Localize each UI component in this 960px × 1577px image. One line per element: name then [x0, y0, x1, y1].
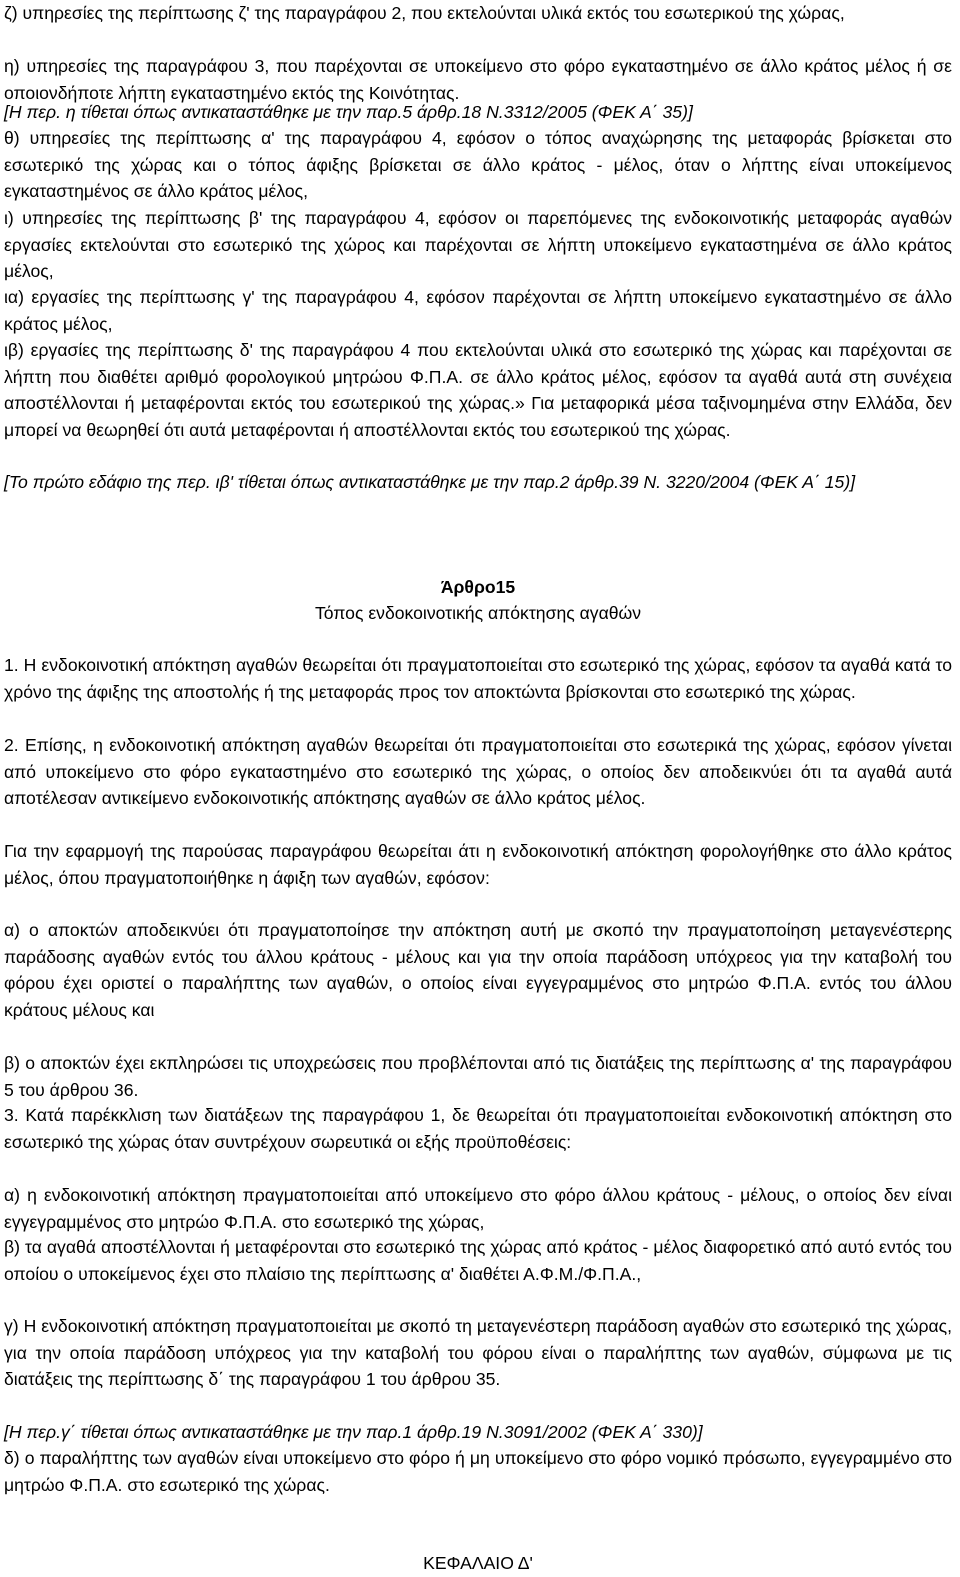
item-theta: θ) υπηρεσίες της περίπτωσης α' της παραγράφου 4, εφόσον ο τόπος αναχώρησης της μεταφοράς βρίσκεται στο εσωτερικό της χώρας και ο τόπος άφιξης βρίσκεται σε άλλο κράτος - μέλος, όταν ο λήπτης είναι υποκείμενος εγκαταστημένος σε άλλο κράτος μέλος,	[4, 128, 952, 201]
paragraph-3-case-a: α) η ενδοκοινοτική απόκτηση πραγματοποιείται από υποκείμενο στο φόρο άλλου κράτους - μέλους, ο οποίος δεν είναι εγγεγραμμένος στο μητρώο Φ.Π.Α. στο εσωτερικό της χώρας,	[4, 1185, 952, 1232]
item-eta: η) υπηρεσίες της παραγράφου 3, που παρέχονται σε υποκείμενο στο φόρο εγκαταστημένο σε άλλο κράτος μέλος ή σε οποιονδήποτε λήπτη εγκαταστημένο εκτός της Κοινότητας.	[4, 56, 952, 103]
paragraph-1: 1. Η ενδοκοινοτική απόκτηση αγαθών θεωρείται ότι πραγματοποιείται στο εσωτερικό της χώρας, εφόσον τα αγαθά κατά το χρόνο της άφιξης της αποστολής ή της μεταφοράς προς τον αποκτώντα βρίσκονται στο εσωτερικό της χώρας.	[4, 655, 952, 702]
paragraph-2-case-b: β) ο αποκτών έχει εκπληρώσει τις υποχρεώσεις που προβλέπονται από τις διατάξεις της περίπτωσης α' της παραγράφου 5 του άρθρου 36.	[4, 1053, 952, 1100]
paragraph-2-case-a: α) ο αποκτών αποδεικνύει ότι πραγματοποίησε την απόκτηση αυτή με σκοπό την πραγματοποίηση μεταγενέστερης παράδοσης αγαθών εντός του άλλου κράτους - μέλους και για την οποία παράδοση υπόχρεος για την καταβολή του φόρου έχει οριστεί ο παραλήπτης των αγαθών, ο οποίος είναι εγγεγραμμένος στο μητρώο Φ.Π.Α. εντός του άλλου κράτους μέλους και	[4, 920, 952, 1020]
paragraph-2: 2. Επίσης, η ενδοκοινοτική απόκτηση αγαθών θεωρείται ότι πραγματοποιείται στο εσωτερικά της χώρας, εφόσον γίνεται από υποκείμενο στο φόρο εγκαταστημένο στο εσωτερικό της χώρας, ο οποίος δεν αποδεικνύει ότι τα αγαθά αυτά αποτέλεσαν αντικείμενο ενδοκοινοτικής απόκτησης αγαθών σε άλλο κράτος μέλος.	[4, 735, 952, 808]
item-ia: ια) εργασίες της περίπτωσης γ' της παραγράφου 4, εφόσον παρέχονται σε λήπτη υποκείμενο εγκαταστημένο σε άλλο κράτος μέλος,	[4, 287, 952, 334]
chapter-heading: ΚΕΦΑΛΑΙΟ Δ'	[423, 1553, 533, 1573]
paragraph-3-case-d: δ) ο παραλήπτης των αγαθών είναι υποκείμενο στο φόρο ή μη υποκείμενο στο φόρο νομικό πρόσωπο, εγγεγραμμένο στο μητρώο Φ.Π.Α. στο εσωτερικό της χώρας.	[4, 1448, 952, 1495]
item-zeta: ζ) υπηρεσίες της περίπτωσης ζ' της παραγράφου 2, που εκτελούνται υλικά εκτός του εσωτερικού της χώρας,	[4, 3, 845, 23]
paragraph-3-case-c: γ) Η ενδοκοινοτική απόκτηση πραγματοποιείται με σκοπό τη μεταγενέστερη παράδοση αγαθών στο εσωτερικό της χώρας, για την οποία παράδοση υπόχρεος για την καταβολή του φόρου είναι ο παραλήπτης των αγαθών, σύμφωνα με τις διατάξεις της περίπτωσης δ΄ της παραγράφου 1 του άρθρου 35.	[4, 1316, 952, 1389]
amendment-note-eta: [Η περ. η τίθεται όπως αντικαταστάθηκε με την παρ.5 άρθρ.18 Ν.3312/2005 (ΦΕΚ Α΄ 35)]	[4, 102, 693, 122]
paragraph-3-case-b: β) τα αγαθά αποστέλλονται ή μεταφέρονται στο εσωτερικό της χώρας από κράτος - μέλος διαφορετικό από αυτό εντός του οποίου ο υποκείμενος έχει στο πλαίσιο της περίπτωσης α' διαθέτει Α.Φ.Μ./Φ.Π.Α.,	[4, 1237, 952, 1284]
article-heading: Άρθρο15	[440, 577, 516, 597]
amendment-note-ib: [Το πρώτο εδάφιο της περ. ιβ' τίθεται όπως αντικαταστάθηκε με την παρ.2 άρθρ.39 Ν. 3220/2004 (ΦΕΚ Α΄ 15)]	[4, 472, 856, 492]
paragraph-2-application: Για την εφαρμογή της παρούσας παραγράφου θεωρείται άτι η ενδοκοινοτική απόκτηση φορολογήθηκε στο άλλο κράτος μέλος, όπου πραγματοποιήθηκε η άφιξη των αγαθών, εφόσον:	[4, 841, 952, 888]
item-ib: ιβ) εργασίες της περίπτωσης δ' της παραγράφου 4 που εκτελούνται υλικά στο εσωτερικό της χώρας και παρέχονται σε λήπτη που διαθέτει αριθμό φορολογικού μητρώου Φ.Π.Α. σε άλλο κράτος μέλος, εφόσον τα αγαθά αυτά στη συνέχεια αποστέλλονται ή μεταφέρονται εκτός του εσωτερικού της χώρας.» Για μεταφορικά μέσα ταξινομημένα στην Ελλάδα, δεν μπορεί να θεωρηθεί ότι αυτά μεταφέρονται ή αποστέλλονται εκτός του εσωτερικού της χώρας.	[4, 340, 952, 440]
amendment-note-c: [Η περ.γ΄ τίθεται όπως αντικαταστάθηκε με την παρ.1 άρθρ.19 Ν.3091/2002 (ΦΕΚ Α΄ 330)]	[4, 1422, 703, 1442]
paragraph-3: 3. Κατά παρέκκλιση των διατάξεων της παραγράφου 1, δε θεωρείται ότι πραγματοποιείται ενδοκοινοτική απόκτηση στο εσωτερικό της χώρας όταν συντρέχουν σωρευτικά οι εξής προϋποθέσεις:	[4, 1105, 952, 1152]
item-iota: ι) υπηρεσίες της περίπτωσης β' της παραγράφου 4, εφόσον οι παρεπόμενες της ενδοκοινοτικής μεταφοράς αγαθών εργασίες εκτελούνται στο εσωτερικό της χώρος και παρέχονται σε λήπτη υποκείμενο εγκαταστημένα σε άλλο κράτος μέλος,	[4, 208, 952, 281]
article-subtitle: Τόπος ενδοκοινοτικής απόκτησης αγαθών	[314, 603, 642, 623]
